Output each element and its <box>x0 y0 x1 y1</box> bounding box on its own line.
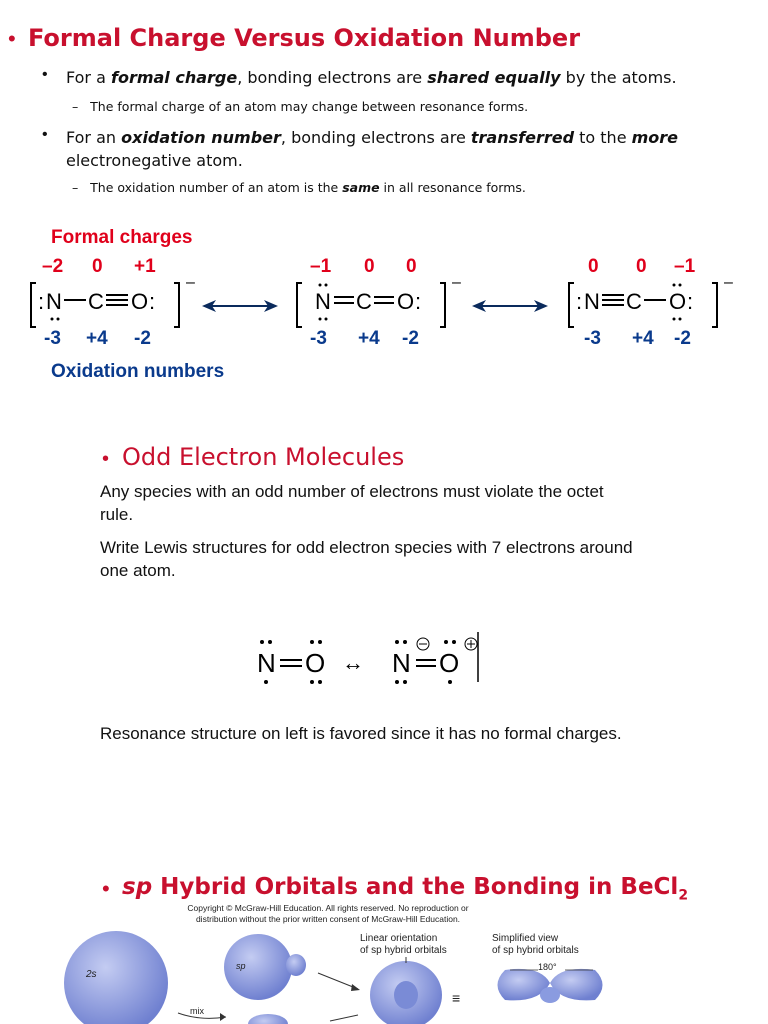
svg-text::: : <box>576 289 583 314</box>
oxidation-number-value: +4 <box>86 328 108 349</box>
slide1-title: Formal Charge Versus Oxidation Number <box>28 24 581 52</box>
atom-N: N <box>46 289 62 314</box>
formal-charges-label: Formal charges <box>51 227 193 248</box>
ion-charge: – <box>724 277 733 291</box>
label-2s: 2s <box>86 969 97 980</box>
formal-charge-value: –1 <box>674 256 696 277</box>
label-sp: sp <box>236 961 246 971</box>
atom-O: O <box>669 289 687 314</box>
odd-electron-paragraph-2: Write Lewis structures for odd electron species with 7 electrons around one atom. <box>100 538 633 580</box>
oxidation-number-bullet-line2: electronegative atom. <box>66 151 243 170</box>
formal-charge-value: 0 <box>92 256 103 277</box>
atom-C: C <box>88 289 104 314</box>
equivalent-sign: ≡ <box>452 990 461 1006</box>
formal-charge-value: 0 <box>406 256 417 277</box>
ion-charge: – <box>452 277 461 291</box>
2s-orbital-sphere <box>64 931 168 1024</box>
atom-N: N <box>315 289 331 314</box>
label-simplified-l1: Simplified view <box>492 933 559 944</box>
bullet-dot: • <box>102 876 110 901</box>
oxidation-number-value: +4 <box>632 328 654 349</box>
atom-O: O <box>397 289 415 314</box>
label-linear-l2: of sp hybrid orbitals <box>360 945 447 956</box>
label-simplified-l2: of sp hybrid orbitals <box>492 945 579 956</box>
oxidation-number-value: -3 <box>584 328 601 349</box>
atom-O: O <box>439 648 460 678</box>
formal-charge-value: –1 <box>310 256 332 277</box>
oxidation-number-value: +4 <box>358 328 380 349</box>
formal-charge-value: +1 <box>134 256 156 277</box>
oxidation-number-value: -3 <box>44 328 61 349</box>
slide3-title: sp Hybrid Orbitals and the Bonding in BeCl$_2$ <box>122 874 689 904</box>
oxidation-number-value: -2 <box>674 328 691 349</box>
no-resonance-structures <box>248 630 488 690</box>
atom-N: N <box>584 289 600 314</box>
bullet-dot: • <box>8 26 16 51</box>
svg-text::: : <box>687 289 694 314</box>
sp-hybrid-orbitals-figure <box>60 925 700 1024</box>
angle-label: 180° <box>538 962 557 972</box>
ion-charge: – <box>186 277 195 291</box>
bullet-dot: • <box>42 66 48 83</box>
oxidation-number-bullet: For an oxidation number, bonding electrons are transferred to the more <box>66 128 679 147</box>
resonance-arrow-1 <box>200 296 280 316</box>
formal-charge-value: 0 <box>588 256 599 277</box>
oxidation-number-value: -2 <box>134 328 151 349</box>
svg-text::: : <box>415 289 422 314</box>
bullet-dot: • <box>42 126 48 143</box>
atom-C: C <box>626 289 642 314</box>
resonance-arrow-2 <box>470 296 550 316</box>
atom-C: C <box>356 289 372 314</box>
formal-charge-value: –2 <box>42 256 64 277</box>
resonance-double-arrow: ↔ <box>342 650 364 675</box>
label-mix: mix <box>190 1006 204 1016</box>
formal-charge-bullet: For a formal charge, bonding electrons are shared equally by the atoms. <box>66 68 677 87</box>
formal-charge-subbullet: – The formal charge of an atom may change between resonance forms. <box>72 99 529 114</box>
svg-text::: : <box>149 289 156 314</box>
oxidation-number-value: -2 <box>402 328 419 349</box>
atom-N: N <box>257 648 276 678</box>
formal-charge-value: 0 <box>364 256 375 277</box>
odd-electron-paragraph-1: Any species with an odd number of electrons must violate the octet rule. <box>100 482 604 524</box>
copyright-notice: Copyright © McGraw-Hill Education. All rights reserved. No reproduction or distribution without the prior written consent of McGraw-Hill Education. <box>187 903 469 924</box>
bullet-dot: • <box>102 448 110 470</box>
oxidation-number-value: -3 <box>310 328 327 349</box>
svg-text::: : <box>38 289 45 314</box>
oxidation-number-subbullet: – The oxidation number of an atom is the same in all resonance forms. <box>72 180 526 195</box>
atom-O: O <box>305 648 326 678</box>
label-linear-l1: Linear orientation <box>360 933 438 944</box>
formal-charge-value: 0 <box>636 256 647 277</box>
slide2-title: Odd Electron Molecules <box>122 443 405 471</box>
odd-electron-paragraph-3: Resonance structure on left is favored since it has no formal charges. <box>100 724 622 743</box>
atom-N: N <box>392 648 411 678</box>
atom-O: O <box>131 289 149 314</box>
oxidation-numbers-label: Oxidation numbers <box>51 361 225 382</box>
sp-orbital-lobe <box>224 934 292 1000</box>
